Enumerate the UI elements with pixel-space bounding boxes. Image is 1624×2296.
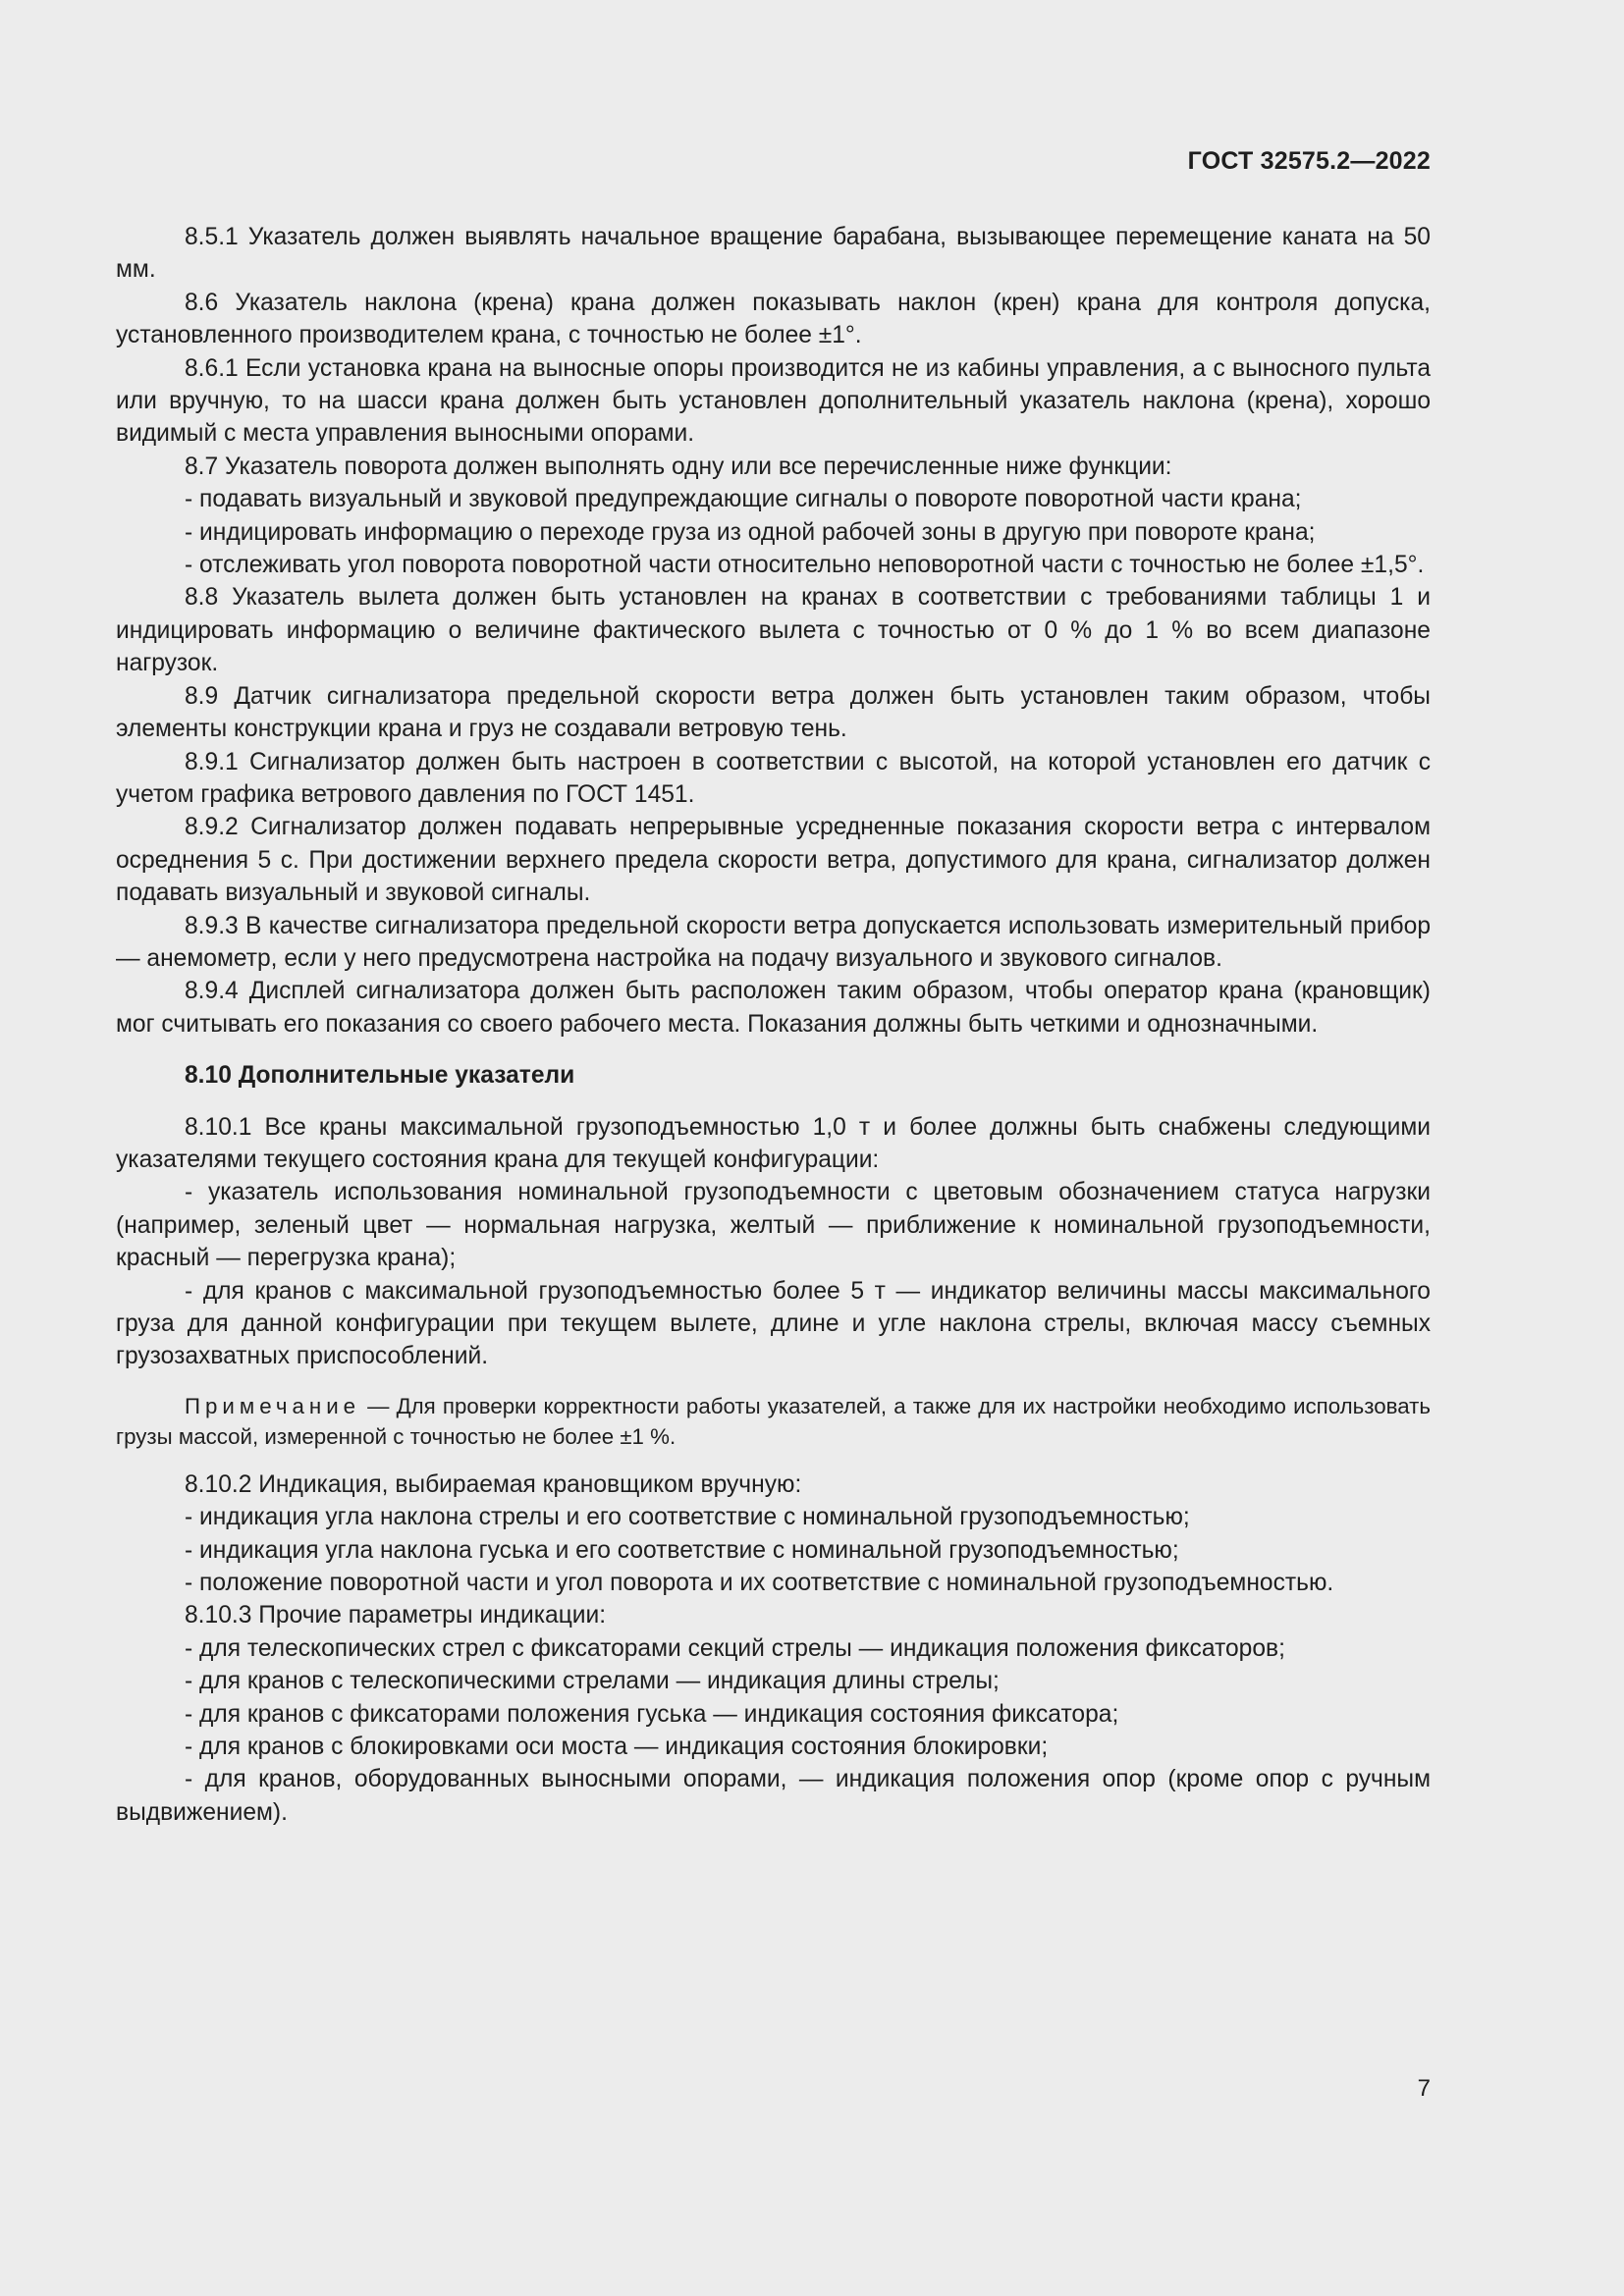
page-number: 7: [1417, 2075, 1431, 2102]
paragraph-8-6-1: 8.6.1 Если установка крана на выносные опоры производится не из кабины управления, а с выносного пульта или вручную, то на шасси крана должен быть установлен дополнительный указатель наклона (крена), хорошо видимый с места управления выносными опорами.: [116, 354, 1431, 448]
list-item: - для кранов с телескопическими стрелами — индикация длины стрелы;: [185, 1668, 1000, 1695]
list-item: - для кранов, оборудованных выносными опорами, — индикация положения опор (кроме опор с ручным выдвижением).: [116, 1766, 1431, 1826]
paragraph-8-6: 8.6 Указатель наклона (крена) крана должен показывать наклон (крен) крана для контроля допуска, установленного производителем крана, с точностью не более ±1°.: [116, 289, 1431, 349]
paragraph-8-9-1: 8.9.1 Сигнализатор должен быть настроен в соответствии с высотой, на которой установлен его датчик с учетом графика ветрового давления по ГОСТ 1451.: [116, 748, 1431, 808]
list-item: - отслеживать угол поворота поворотной части относительно неповоротной части с точностью не более ±1,5°.: [185, 552, 1425, 579]
section-heading: 8.10 Дополнительные указатели: [185, 1062, 575, 1090]
document-header: ГОСТ 32575.2—2022: [1187, 147, 1431, 175]
paragraph-8-9: 8.9 Датчик сигнализатора предельной скорости ветра должен быть установлен таким образом, чтобы элементы конструкции крана и груз не создавали ветровую тень.: [116, 682, 1431, 743]
list-item: - индикация угла наклона стрелы и его соответствие с номинальной грузоподъемностью;: [185, 1504, 1190, 1531]
paragraph-8-10-3: 8.10.3 Прочие параметры индикации:: [185, 1602, 607, 1629]
note: [116, 1391, 1431, 1452]
list-item: - для телескопических стрел с фиксаторами секций стрелы — индикация положения фиксаторов;: [185, 1634, 1285, 1662]
paragraph-8-10-2: 8.10.2 Индикация, выбираемая крановщиком вручную:: [185, 1470, 802, 1498]
document-body: [116, 221, 1431, 1829]
paragraph-8-8: 8.8 Указатель вылета должен быть установлен на кранах в соответствии с требованиями таблицы 1 и индицировать информацию о величине фактического вылета с точностью от 0 % до 1 % во всем диапазоне нагрузок.: [116, 584, 1431, 677]
note-label: Примечание: [185, 1393, 361, 1418]
paragraph-8-9-4: 8.9.4 Дисплей сигнализатора должен быть расположен таким образом, чтобы оператор крана (крановщик) мог считывать его показания со своего рабочего места. Показания должны быть четкими и однозначными.: [116, 978, 1431, 1038]
paragraph-8-9-3: 8.9.3 В качестве сигнализатора предельной скорости ветра допускается использовать измерительный прибор — анемометр, если у него предусмотрена настройка на подачу визуального и звукового сигналов.: [116, 912, 1431, 972]
list-item: - для кранов с максимальной грузоподъемностью более 5 т — индикатор величины массы максимального груза для данной конфигурации при текущем вылете, длине и угле наклона стрелы, включая массу съемных грузозахватных приспособлений.: [116, 1277, 1431, 1370]
list-item: - подавать визуальный и звуковой предупреждающие сигналы о повороте поворотной части крана;: [185, 486, 1302, 513]
paragraph-8-10-1: 8.10.1 Все краны максимальной грузоподъемностью 1,0 т и более должны быть снабжены следующими указателями текущего состояния крана для текущей конфигурации:: [116, 1113, 1431, 1173]
paragraph-8-5-1: 8.5.1 Указатель должен выявлять начальное вращение барабана, вызывающее перемещение каната на 50 мм.: [116, 224, 1431, 284]
list-item: - указатель использования номинальной грузоподъемности с цветовым обозначением статуса нагрузки (например, зеленый цвет — нормальная нагрузка, желтый — приближение к номинальной грузоподъемности, красный — перегрузка крана);: [116, 1179, 1431, 1272]
list-item: - индикация угла наклона гуська и его соответствие с номинальной грузоподъемностью;: [185, 1536, 1179, 1564]
list-item: - положение поворотной части и угол поворота и их соответствие с номинальной грузоподъемностью.: [185, 1570, 1334, 1597]
list-item: - для кранов с фиксаторами положения гуська — индикация состояния фиксатора;: [185, 1700, 1119, 1728]
list-item: - для кранов с блокировками оси моста — индикация состояния блокировки;: [185, 1734, 1049, 1761]
paragraph-8-7: 8.7 Указатель поворота должен выполнять одну или все перечисленные ниже функции:: [185, 453, 1172, 480]
note-text: — Для проверки корректности работы указателей, а также для их настройки необходимо использовать грузы массой, измеренной с точностью не более ±1 %.: [116, 1393, 1431, 1449]
list-item: - индицировать информацию о переходе груза из одной рабочей зоны в другую при повороте крана;: [185, 518, 1316, 546]
paragraph-8-9-2: 8.9.2 Сигнализатор должен подавать непрерывные усредненные показания скорости ветра с интервалом осреднения 5 с. При достижении верхнего предела скорости ветра, допустимого для крана, сигнализатор должен подавать визуальный и звуковой сигналы.: [116, 814, 1431, 907]
